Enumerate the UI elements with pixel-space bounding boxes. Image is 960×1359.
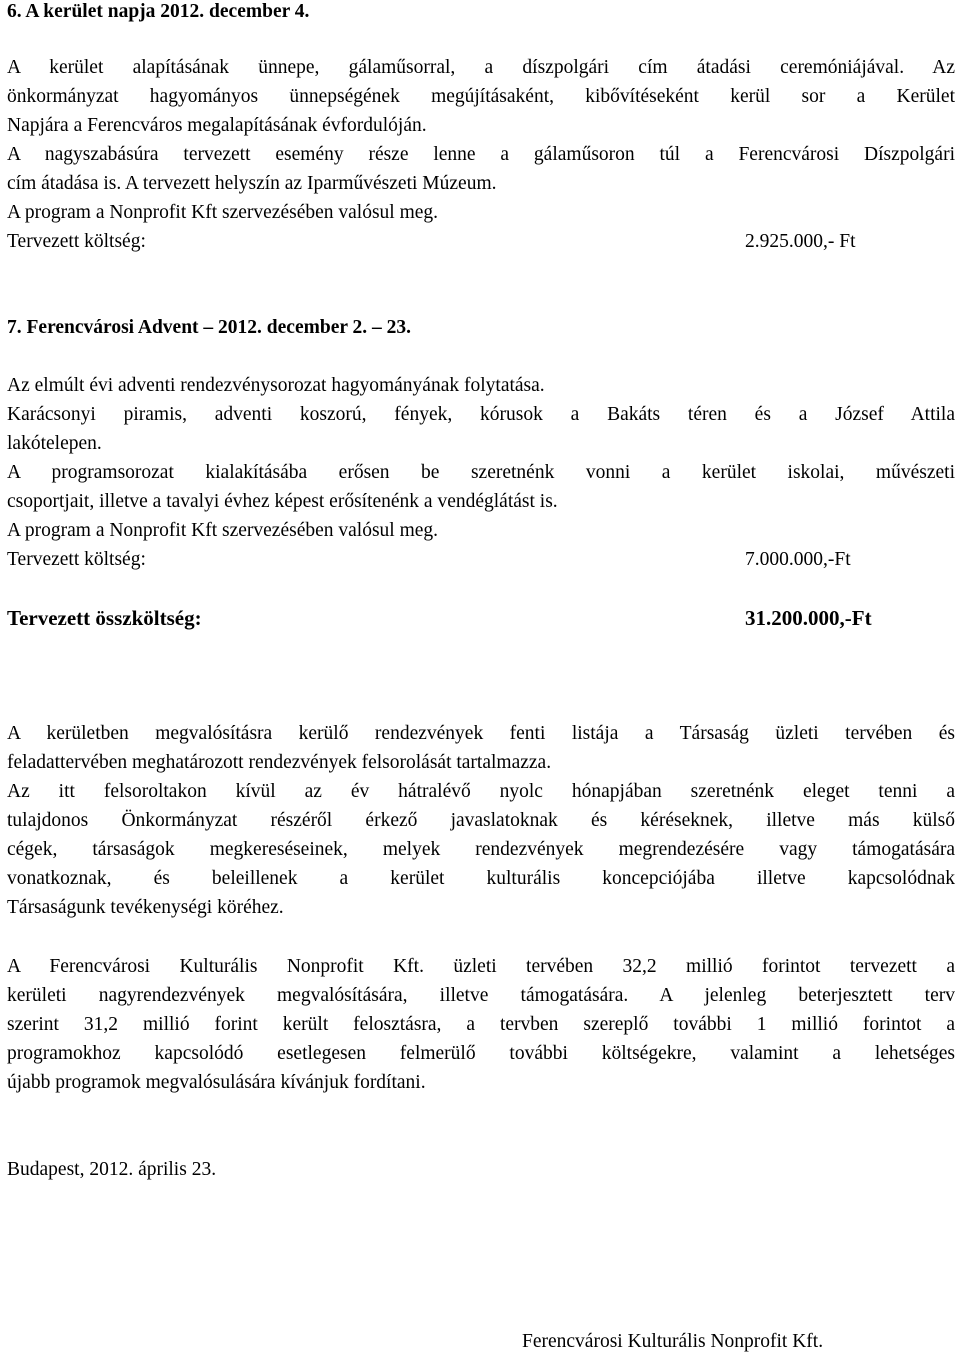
section-7-line: Az elmúlt évi adventi rendezvénysorozat hagyományának folytatása. [7,375,545,396]
section-7-line: A programsorozat kialakításába erősen be szeretnénk vonni a kerület iskolai, művészeti [7,462,955,483]
section-6-line: A program a Nonprofit Kft szervezésében valósul meg. [7,202,439,223]
cost-label: Tervezett költség: [7,231,146,252]
section-6-line: A nagyszabásúra tervezett esemény része lenne a gálaműsoron túl a Ferencvárosi Díszpolgári [7,144,955,165]
paragraph-line: programokhoz kapcsolódó esetlegesen felmerülő további költségekre, valamint a lehetséges [7,1043,955,1064]
paragraph-line: tulajdonos Önkormányzat részéről érkező javaslatoknak és kéréseknek, illetve más külső [7,810,955,831]
section-6-line: A kerület alapításának ünnepe, gálaműsorral, a díszpolgári cím átadási ceremóniájával. Az [7,57,955,78]
cost-label: Tervezett költség: [7,549,146,570]
paragraph-line: vonatkoznak, és beleillenek a kerület kulturális koncepciójába illetve kapcsolódnak [7,868,955,889]
paragraph-line: újabb programok megvalósulására kívánjuk fordítani. [7,1072,426,1093]
section-7-line: lakótelepen. [7,433,102,454]
cost-value: 2.925.000,- Ft [745,231,856,252]
paragraph-line: szerint 31,2 millió forint került felosztásra, a tervben szereplő további 1 millió forintot a [7,1014,955,1035]
section-6-line: Napjára a Ferencváros megalapításának évfordulóján. [7,115,427,136]
section-6-heading: 6. A kerület napja 2012. december 4. [7,1,310,22]
section-7-line: Karácsonyi piramis, adventi koszorú, fények, kórusok a Bakáts téren és a József Attila [7,404,955,425]
signature: Ferencvárosi Kulturális Nonprofit Kft. [522,1331,824,1352]
paragraph-line: A Ferencvárosi Kulturális Nonprofit Kft. üzleti tervében 32,2 millió forintot tervezett a [7,956,955,977]
section-7-heading: 7. Ferencvárosi Advent – 2012. december 2. – 23. [7,317,412,338]
paragraph-line: cégek, társaságok megkereséseinek, melyek rendezvények megrendezésére vagy támogatására [7,839,955,860]
total-label: Tervezett összköltség: [7,606,202,630]
section-7-line: csoportjait, illetve a tavalyi évhez képest erősítenénk a vendéglátást is. [7,491,558,512]
section-6-line: cím átadása is. A tervezett helyszín az Iparművészeti Múzeum. [7,173,497,194]
paragraph-line: Az itt felsoroltakon kívül az év hátralévő nyolc hónapjában szeretnénk eleget tenni a [7,781,955,802]
section-7-line: A program a Nonprofit Kft szervezésében valósul meg. [7,520,439,541]
total-value: 31.200.000,-Ft [745,606,872,630]
paragraph-line: A kerületben megvalósításra kerülő rendezvények fenti listája a Társaság üzleti tervében és [7,723,955,744]
paragraph-line: feladattervében meghatározott rendezvények felsorolását tartalmazza. [7,752,552,773]
section-6-line: önkormányzat hagyományos ünnepségének megújításaként, kibővítéseként kerül sor a Kerület [7,86,955,107]
cost-value: 7.000.000,-Ft [745,549,851,570]
paragraph-line: Társaságunk tevékenységi köréhez. [7,897,284,918]
place-date: Budapest, 2012. április 23. [7,1159,217,1180]
paragraph-line: kerületi nagyrendezvények megvalósítására, illetve támogatására. A jelenleg beterjesztett terv [7,985,955,1006]
